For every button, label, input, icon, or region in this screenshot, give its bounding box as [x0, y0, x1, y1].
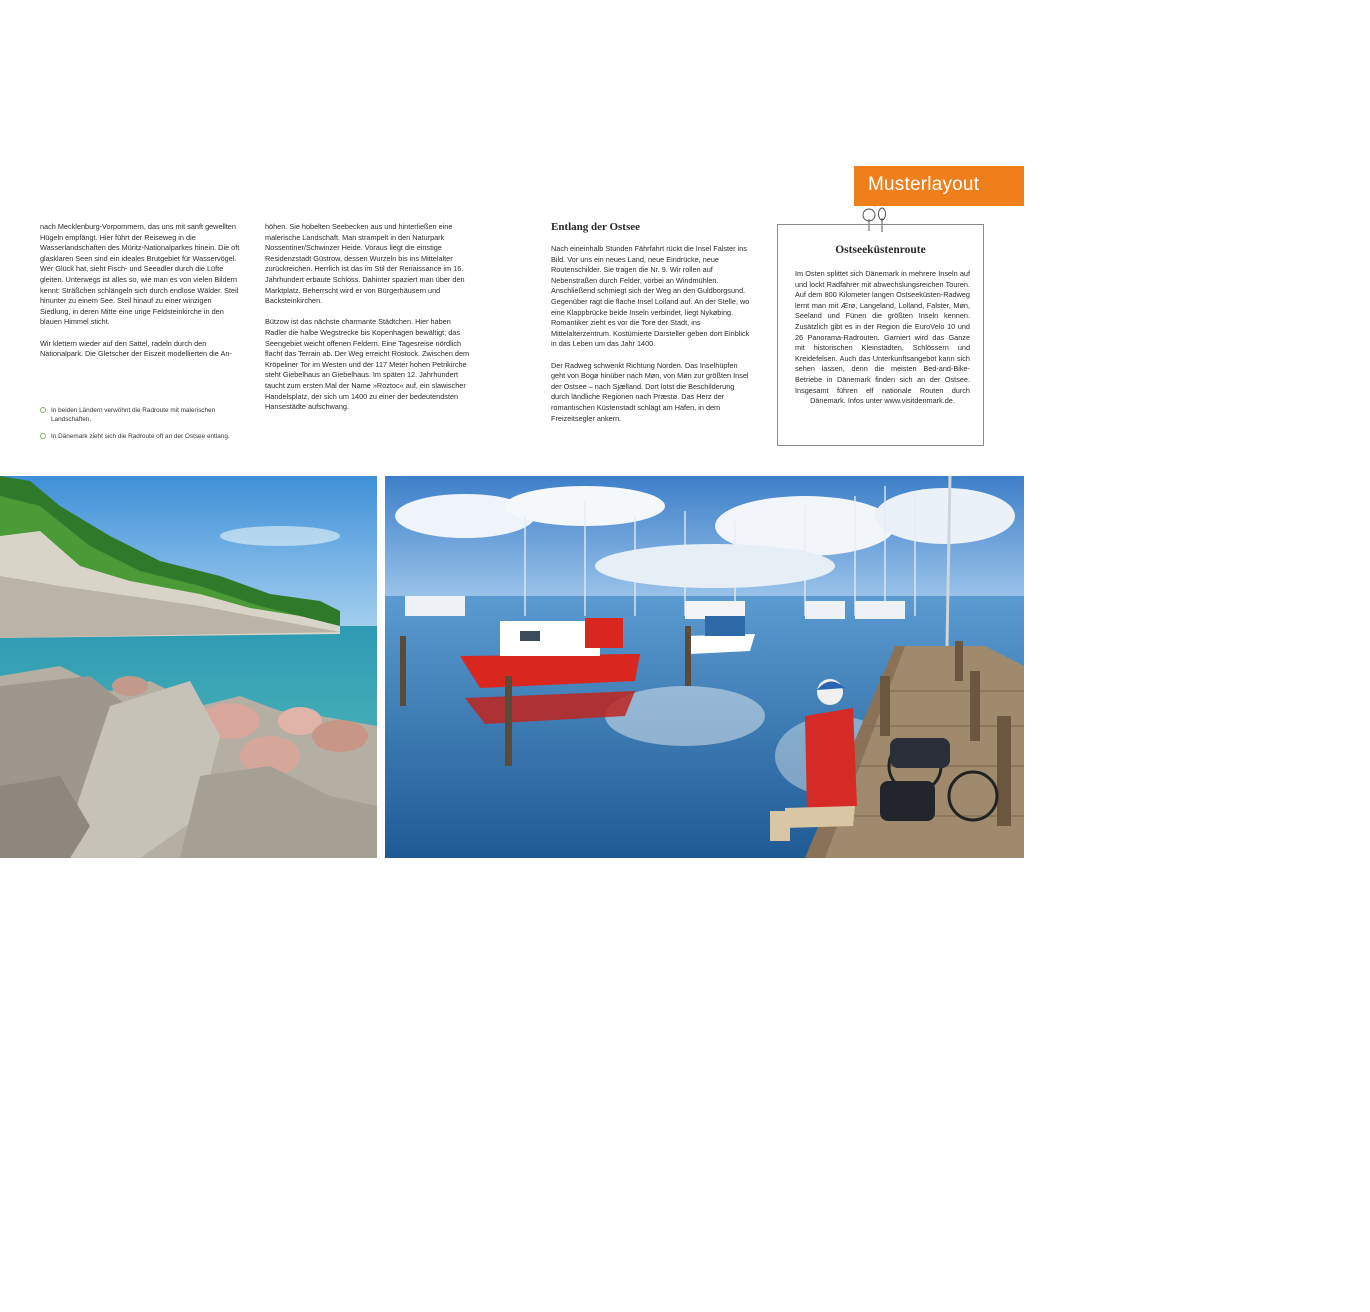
photo-chalk-cliffs-coast	[0, 476, 377, 1312]
right-text-column	[551, 244, 753, 424]
paragraph: Wir klettern wieder auf den Sattel, radeln durch den Nationalpark. Die Gletscher der Eiszeit modellierten die An-	[40, 338, 232, 359]
paragraph: nach Mecklenburg-Vorpommern, das uns mit sanft gewellten Hügeln empfängt. Hier führt der Reiseweg in die Wasserlandschaften des Müritz-Nationalparkes hinein. Die oft glasklaren Seen sind ein ideales Brutgebiet für Wasservögel. Wer Glück hat, sieht Fisch- und Seeadler durch die Lüfte gleiten. Unterwegs ist alles so, wie man es von vielen Bildern kennt: Sträßchen schlängeln sich durch endlose Wälder. Steil hinunter zu einem See. Steil hinauf zu einer winzigen Siedlung, in deren Mitte eine urige Feldsteinkirche in den blauen Himmel sticht.	[40, 222, 240, 327]
left-text-column-2	[265, 222, 470, 413]
musterlayout-tab	[854, 166, 1024, 206]
caption-bullet-icon	[40, 433, 46, 439]
caption-bullet-icon	[40, 407, 46, 413]
section-heading: Entlang der Ostsee	[551, 221, 641, 233]
paragraph: Der Radweg schwenkt Richtung Norden. Das Inselhüpfen geht von Bogø hinüber nach Møn, von Møn zur größten Insel der Ostsee – nach Sjælland. Dort lotst die Beschilderung durch ländliche Regionen nach Præstø. Das Herz der romantischen Küstenstadt schlägt am Hafen, in dem Freizeitsegler ankern.	[551, 360, 749, 423]
left-text-column-1	[40, 222, 242, 360]
caption-right-photo: In Dänemark zieht sich die Radroute oft an der Ostsee entlang.	[40, 432, 242, 441]
tab-label: Musterlayout	[868, 174, 980, 195]
paragraph: Nach eineinhalb Stunden Fährfahrt rückt die Insel Falster ins Bild. Vor uns ein neues Land, neue Eindrücke, neue Routenschilder. Sie tragen die Nr. 9. Wir rollen auf Nebenstraßen durch Felder, vorbei an Windmühlen. Anschließend schmiegt sich der Weg an den Guldborgsund. Gegenüber ragt die flache Insel Lolland auf. An der Stelle, wo eine Klappbrücke beide Inseln verbindet, liegt Nykøbing. Romantiker zieht es vor die Tore der Stadt, ins Mittelalterzentrum. Kostümierte Darsteller geben dort Einblick in das Leben um das Jahr 1400.	[551, 244, 750, 349]
paragraph: Bützow ist das nächste charmante Städtchen. Hier haben Radler die halbe Wegstrecke bis Kopenhagen bewältigt; das Seengebiet weicht offenen Feldern. Eine Tagesreise nördlich flacht das Terrain ab. Der Weg erreicht Rostock. Zwischen dem Kröpeliner Tor im Westen und der 117 Meter hohen Petrikirche steht Giebelhaus an Giebelhaus. Im späten 12. Jahrhundert taucht zum ersten Mal der Name »Roztoc« auf, ein slawischer Handelsplatz, der sich um 1400 zu einer der bedeutendsten Hansestädte aufschwang.	[265, 317, 470, 412]
page-number-right: 69	[1363, 1306, 1370, 1312]
photo-marina-cyclist	[385, 476, 1370, 1312]
info-box-text: Im Osten splittet sich Dänemark in mehrere Inseln auf und lockt Radfahrer mit abwechslungsreichen Touren. Auf dem 800 Kilometer langen Ostseeküsten-Radweg lernt man mit Ærø, Langeland, Lolland, Falster, Møn, Seeland und Fünen die größten Inseln kennen. Zusätzlich gibt es in der Region die EuroVelo 10 und 26 Panorama-Radrouten. Garniert wird das Ganze mit historischen Kleinstädten, Schlössern und Kreidefelsen. Auch das Unterkunftsangebot kann sich sehen lassen, denn die meisten Bed-and-Bike-Betriebe in Dänemark finden sich an der Ostsee. Insgesamt führen elf nationale Routen durch Dänemark. Infos unter www.visitdenmark.de.	[795, 269, 970, 406]
info-box-title: Ostseeküstenroute	[835, 244, 926, 256]
paragraph: höhen. Sie hobelten Seebecken aus und hinterließen eine malerische Landschaft. Man strampelt in den Naturpark Nossentiner/Schwinzer Heide. Voraus liegt die einstige Residenzstadt Güstrow, dessen Wurzeln bis ins Mittelalter zurückreichen. Herrlich ist das im Stil der Renaissance im 16. Jahrhundert erbaute Schloss. Dahinter spaziert man über den Marktplatz. Beherrscht wird er von Bürgerhäusern und Backsteinkirchen.	[265, 222, 465, 306]
photo-captions	[40, 406, 242, 448]
caption-left-photo: In beiden Ländern verwöhnt die Radroute mit malerischen Landschaften.	[40, 406, 242, 425]
page-number-left: 68	[38, 1306, 45, 1312]
info-box	[777, 224, 984, 446]
